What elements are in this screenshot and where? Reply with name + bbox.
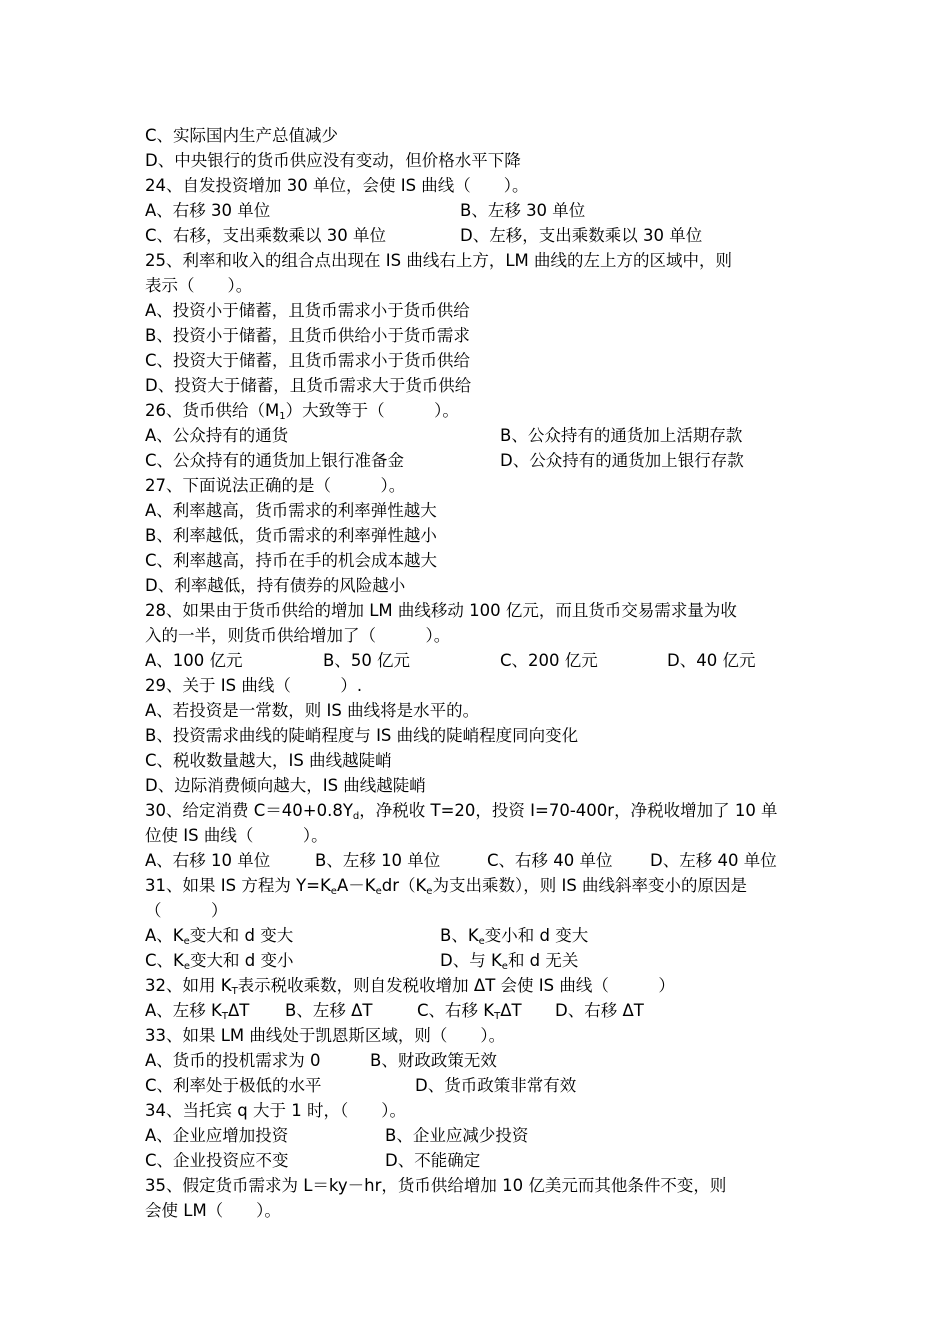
subscript: e [501, 961, 508, 972]
option-a: A、100 亿元 [145, 651, 243, 670]
option-a: A、右移 30 单位 [145, 201, 271, 220]
subscript: T [221, 1011, 228, 1022]
text-part: 变大和 d 变小 [190, 951, 294, 970]
option-d: D、利率越低，持有债券的风险越小 [145, 576, 406, 595]
option-a: A、企业应增加投资 [145, 1126, 289, 1145]
text-part: A、K [145, 926, 184, 945]
subscript: T [231, 986, 238, 997]
option-a: A、公众持有的通货 [145, 426, 289, 445]
question-32 [145, 974, 675, 999]
text-part: 为支出乘数），则 IS 曲线斜率变小的原因是 [432, 876, 748, 895]
option-b: B、左移 10 单位 [315, 851, 441, 870]
option-b: B、企业应减少投资 [385, 1126, 529, 1145]
option-a: A、右移 10 单位 [145, 851, 271, 870]
text-part: ，净税收 T=20，投资 I=70-400r，净税收增加了 10 单 [359, 801, 778, 820]
text-line: 表示（ ）。 [145, 276, 253, 295]
option-d: D、左移 40 单位 [650, 851, 777, 870]
question-34: 34、当托宾 q 大于 1 时，（ ）。 [145, 1101, 406, 1120]
option-a: A、若投资是一常数，则 IS 曲线将是水平的。 [145, 701, 480, 720]
option-c: C、200 亿元 [500, 651, 598, 670]
option-c: C、企业投资应不变 [145, 1151, 289, 1170]
option-c: C、税收数量越大，IS 曲线越陡峭 [145, 751, 392, 770]
option-a: A、利率越高，货币需求的利率弹性越大 [145, 501, 437, 520]
option-c: C、利率越高，持币在手的机会成本越大 [145, 551, 438, 570]
text-part: 26、货币供给（M [145, 401, 280, 420]
option-d: D、40 亿元 [667, 651, 756, 670]
option-b: B、公众持有的通货加上活期存款 [500, 426, 743, 445]
option-c [145, 949, 293, 973]
text-part: dr（K [381, 876, 427, 895]
option-d: D、公众持有的通货加上银行存款 [500, 451, 744, 470]
question-25: 25、利率和收入的组合点出现在 IS 曲线右上方，LM 曲线的左上方的区域中，则 [145, 251, 732, 270]
subscript: d [352, 811, 360, 822]
text-line: 位使 IS 曲线（ ）。 [145, 826, 328, 845]
option-b: B、投资需求曲线的陡峭程度与 IS 曲线的陡峭程度同向变化 [145, 726, 579, 745]
text-part: A－K [336, 876, 376, 895]
question-30 [145, 799, 778, 824]
text-part: 变小和 d 变大 [484, 926, 589, 945]
option-c: C、公众持有的通货加上银行准备金 [145, 451, 405, 470]
question-24: 24、自发投资增加 30 单位，会使 IS 曲线（ ）。 [145, 176, 529, 195]
question-26 [145, 399, 459, 424]
text-part: C、K [145, 951, 184, 970]
option-d: D、货币政策非常有效 [415, 1076, 577, 1095]
option-c [417, 999, 522, 1023]
option-c: C、投资大于储蓄，且货币需求小于货币供给 [145, 351, 471, 370]
option-b: B、左移 30 单位 [460, 201, 586, 220]
subscript: 1 [279, 411, 286, 422]
text-part: ）大致等于（ ）。 [285, 401, 459, 420]
subscript: T [494, 1011, 501, 1022]
text-line: （ ） [145, 901, 228, 920]
text-line: 入的一半，则货币供给增加了（ ）。 [145, 626, 451, 645]
option-d: D、投资大于储蓄，且货币需求大于货币供给 [145, 376, 472, 395]
text-part: D、与 K [440, 951, 502, 970]
option-b: B、利率越低，货币需求的利率弹性越小 [145, 526, 437, 545]
text-part: B、K [440, 926, 479, 945]
option-a: A、货币的投机需求为 0 [145, 1051, 321, 1070]
option-b [440, 924, 588, 948]
subscript: e [183, 961, 190, 972]
text-line: 会使 LM（ ）。 [145, 1201, 281, 1220]
text-part: 变大和 d 变大 [189, 926, 294, 945]
text-part: 32、如用 K [145, 976, 232, 995]
subscript: e [375, 886, 382, 897]
subscript: e [478, 936, 485, 947]
text-part: 31、如果 IS 方程为 Y=K [145, 876, 331, 895]
text-part: 表示税收乘数，则自发税收增加 ΔT 会使 IS 曲线（ ） [237, 976, 675, 995]
option-c: C、利率处于极低的水平 [145, 1076, 322, 1095]
option-a [145, 999, 249, 1023]
question-33: 33、如果 LM 曲线处于凯恩斯区域，则（ ）。 [145, 1026, 506, 1045]
option-d [440, 949, 578, 973]
option-a [145, 924, 293, 948]
text-part: ΔT [227, 1001, 250, 1020]
option-b: B、投资小于储蓄，且货币供给小于货币需求 [145, 326, 470, 345]
text-part: A、左移 K [145, 1001, 222, 1020]
option-b: B、财政政策无效 [370, 1051, 497, 1070]
option-c: C、右移，支出乘数乘以 30 单位 [145, 226, 387, 245]
option-a: A、投资小于储蓄，且货币需求小于货币供给 [145, 301, 470, 320]
question-27: 27、下面说法正确的是（ ）。 [145, 476, 406, 495]
text-line: C、实际国内生产总值减少 [145, 126, 339, 145]
subscript: e [330, 886, 337, 897]
option-b: B、50 亿元 [323, 651, 411, 670]
subscript: e [426, 886, 433, 897]
option-d: D、不能确定 [385, 1151, 481, 1170]
text-part: C、右移 K [417, 1001, 495, 1020]
question-31 [145, 874, 747, 899]
text-line: D、中央银行的货币供应没有变动，但价格水平下降 [145, 151, 521, 170]
text-part: ΔT [500, 1001, 522, 1020]
option-d: D、右移 ΔT [555, 1001, 644, 1020]
subscript: e [183, 936, 190, 947]
option-b: B、左移 ΔT [285, 1001, 373, 1020]
question-35: 35、假定货币需求为 L＝ky－hr，货币供给增加 10 亿美元而其他条件不变，则 [145, 1176, 727, 1195]
option-d: D、左移，支出乘数乘以 30 单位 [460, 226, 703, 245]
text-part: 和 d 无关 [507, 951, 579, 970]
text-part: 30、给定消费 C＝40+0.8Y [145, 801, 353, 820]
option-d: D、边际消费倾向越大，IS 曲线越陡峭 [145, 776, 426, 795]
option-c: C、右移 40 单位 [487, 851, 613, 870]
question-29: 29、关于 IS 曲线（ ）. [145, 676, 363, 695]
question-28: 28、如果由于货币供给的增加 LM 曲线移动 100 亿元，而且货币交易需求量为收 [145, 601, 737, 620]
